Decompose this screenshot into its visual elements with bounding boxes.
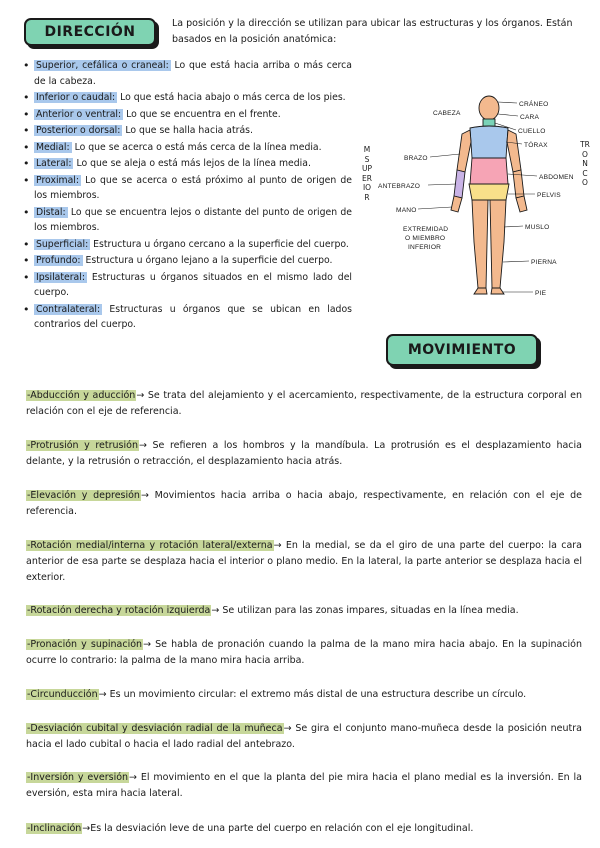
direccion-def: Estructura u órgano cercano a la superficie del cuerpo. <box>90 238 349 250</box>
label-pelvis: PELVIS <box>537 192 561 199</box>
thorax-region <box>470 126 508 158</box>
movimiento-def: → Se refieren a los hombros y la mandíbula. La protrusión es el desplazamiento hacia delante, y la retrusión o retracción, el desplazamiento hacia atrás. <box>26 440 582 467</box>
direccion-term: Posterior o dorsal: <box>36 125 121 136</box>
direccion-item <box>22 140 352 156</box>
direccion-def: Lo que está hacia arriba o más cerca de la cabeza. <box>34 60 352 87</box>
movimiento-item <box>26 388 582 420</box>
movimiento-term: -Pronación y supinación <box>27 639 143 650</box>
label-abdomen: ABDOMEN <box>539 174 574 181</box>
label-inferior: INFERIOR <box>408 244 442 251</box>
direccion-list <box>22 58 352 334</box>
movimiento-term: -Inclinación <box>27 823 82 834</box>
left-leg <box>472 200 488 288</box>
movimiento-badge: MOVIMIENTO <box>386 334 538 366</box>
direccion-def: Lo que se encuentra lejos o distante del punto de origen de los miembros. <box>34 206 352 233</box>
direccion-def: Lo que se aleja o está más lejos de la línea media. <box>73 158 311 169</box>
miembro-superior-label: MSUPERIOR <box>362 145 373 202</box>
direccion-term: Proximal: <box>36 174 80 186</box>
direccion-intro: La posición y la dirección se utilizan para ubicar las estructuras y los órganos. Están basados en la posición anatómica: <box>172 18 573 45</box>
direccion-term: Distal: <box>36 206 66 218</box>
label-cabeza: CABEZA <box>433 110 461 117</box>
direccion-term: Superficial: <box>36 238 89 250</box>
movimiento-term: -Inversión y eversión <box>27 772 129 783</box>
movimiento-item <box>26 538 582 586</box>
direccion-def: Lo que se halla hacia atrás. <box>122 125 253 136</box>
direccion-item <box>22 270 352 301</box>
direccion-item <box>22 58 352 89</box>
label-pie: PIE <box>535 290 547 297</box>
direccion-def: Estructuras u órganos situados en el mismo lado del cuerpo. <box>34 271 352 298</box>
direccion-def: Estructuras u órganos que se ubican en lados contrarios del cuerpo. <box>34 303 352 330</box>
direccion-def: Lo que se acerca o está más cerca de la línea media. <box>71 141 322 153</box>
label-brazo: BRAZO <box>404 155 428 162</box>
leader-antebrazo <box>428 184 456 185</box>
movimiento-def: → Se utilizan para las zonas impares, situadas en la línea media. <box>211 605 519 616</box>
movimiento-def: →Es la desviación leve de una parte del cuerpo en relación con el eje longitudinal. <box>82 823 474 834</box>
movimiento-item <box>26 438 582 470</box>
movimiento-def: → Es un movimiento circular: el extremo más distal de una estructura describe un círculo. <box>98 689 527 700</box>
movimiento-item <box>26 603 582 619</box>
movimiento-item <box>26 488 582 520</box>
movimiento-item <box>26 637 582 669</box>
label-torax: TÓRAX <box>524 142 548 149</box>
movimiento-item <box>26 821 582 837</box>
direccion-term: Superior, cefálica o craneal: <box>36 60 169 71</box>
left-upper-arm <box>457 130 471 172</box>
movimiento-term: -Rotación medial/interna y rotación lateral/externa <box>27 540 273 551</box>
left-foot <box>474 288 487 294</box>
direccion-term: Profundo: <box>36 255 81 266</box>
movimiento-def: → Se habla de pronación cuando la palma de la mano mira hacia abajo. En la supinación ocurre lo contrario: la palma de la mano mira hacia arriba. <box>26 639 582 666</box>
right-hand <box>516 196 527 212</box>
leader-muslo <box>504 226 523 227</box>
label-antebrazo: ANTEBRAZO <box>378 183 421 190</box>
movimiento-term: -Protrusión y retrusión <box>27 440 138 451</box>
direccion-item <box>22 237 352 253</box>
leader-pierna <box>503 261 529 262</box>
right-leg <box>490 200 506 288</box>
body-figure <box>372 92 582 302</box>
direccion-item <box>22 302 352 333</box>
movimiento-def: → Se gira el conjunto mano-muñeca desde la posición neutra hacia el lado cubital o hacia el lado radial del antebrazo. <box>26 723 582 750</box>
leader-craneo <box>498 102 517 103</box>
movimiento-item <box>26 770 582 802</box>
movimiento-term: -Abducción y aducción <box>27 390 136 401</box>
body-silhouette <box>451 96 527 294</box>
head-region <box>479 96 499 120</box>
direccion-badge: DIRECCIÓN <box>24 18 156 46</box>
movimiento-term: -Circunducción <box>27 689 98 700</box>
movimiento-term: -Rotación derecha y rotación izquierda <box>27 605 211 616</box>
direccion-term: Lateral: <box>36 158 72 169</box>
direccion-item <box>22 205 352 236</box>
direccion-item <box>22 156 352 172</box>
direccion-item <box>22 90 352 106</box>
label-cuello: CUELLO <box>518 128 546 135</box>
direccion-item <box>22 123 352 139</box>
left-hand <box>451 196 462 212</box>
leader-abdomen <box>508 174 537 176</box>
direccion-def: Estructura u órgano lejano a la superficie del cuerpo. <box>82 255 333 266</box>
leader-brazo <box>430 154 460 157</box>
label-mano: MANO <box>396 207 417 214</box>
right-upper-arm <box>507 130 521 172</box>
label-cara: CARA <box>520 114 540 121</box>
leader-cara <box>498 114 518 116</box>
right-foot <box>491 288 504 294</box>
direccion-term: Medial: <box>36 141 70 153</box>
movimiento-def: → Movimientos hacia arriba o hacia abajo, respectivamente, en relación con el eje de referencia. <box>26 490 582 517</box>
label-pierna: PIERNA <box>531 259 557 266</box>
movimiento-def: → En la medial, se da el giro de una parte del cuerpo: la cara anterior de esa parte se desplaza hacia el interior o plano medio. En la lateral, la parte anterior se desplaza hacia el exterior. <box>26 540 582 583</box>
movimiento-item <box>26 687 582 703</box>
direccion-term: Contralateral: <box>36 303 101 315</box>
abdomen-region <box>470 158 508 184</box>
direccion-def: Lo que se acerca o está próximo al punto de origen de los miembros. <box>34 174 352 201</box>
movimiento-term: -Elevación y depresión <box>27 490 140 501</box>
leader-mano <box>418 207 452 209</box>
movimiento-def: → Se trata del alejamiento y el acercamiento, respectivamente, de la estructura corporal en relación con el eje de referencia. <box>26 390 583 417</box>
movimiento-item <box>26 721 582 753</box>
movimiento-term: -Desviación cubital y desviación radial de la muñeca <box>27 723 283 734</box>
direccion-item <box>22 173 352 204</box>
direccion-item <box>22 107 352 123</box>
direccion-term: Anterior o ventral: <box>36 108 122 120</box>
direccion-term: Ipsilateral: <box>36 271 85 283</box>
direccion-item <box>22 253 352 269</box>
direccion-def: Lo que está hacia abajo o más cerca de los pies. <box>117 92 346 103</box>
label-extremidad: EXTREMIDAD <box>403 226 449 233</box>
direccion-term: Inferior o caudal: <box>36 92 116 103</box>
direccion-def: Lo que se encuentra en el frente. <box>123 108 281 120</box>
tronco-label: TRONCO <box>580 140 590 187</box>
label-o-miembro: O MIEMBRO <box>405 235 446 242</box>
label-craneo: CRÁNEO <box>519 101 549 108</box>
pelvis-region <box>469 184 509 200</box>
movimiento-def: → El movimiento en el que la planta del pie mira hacia el plano medial es la inversión. En la eversión, esta mira hacia lateral. <box>26 772 582 799</box>
label-muslo: MUSLO <box>525 224 550 231</box>
